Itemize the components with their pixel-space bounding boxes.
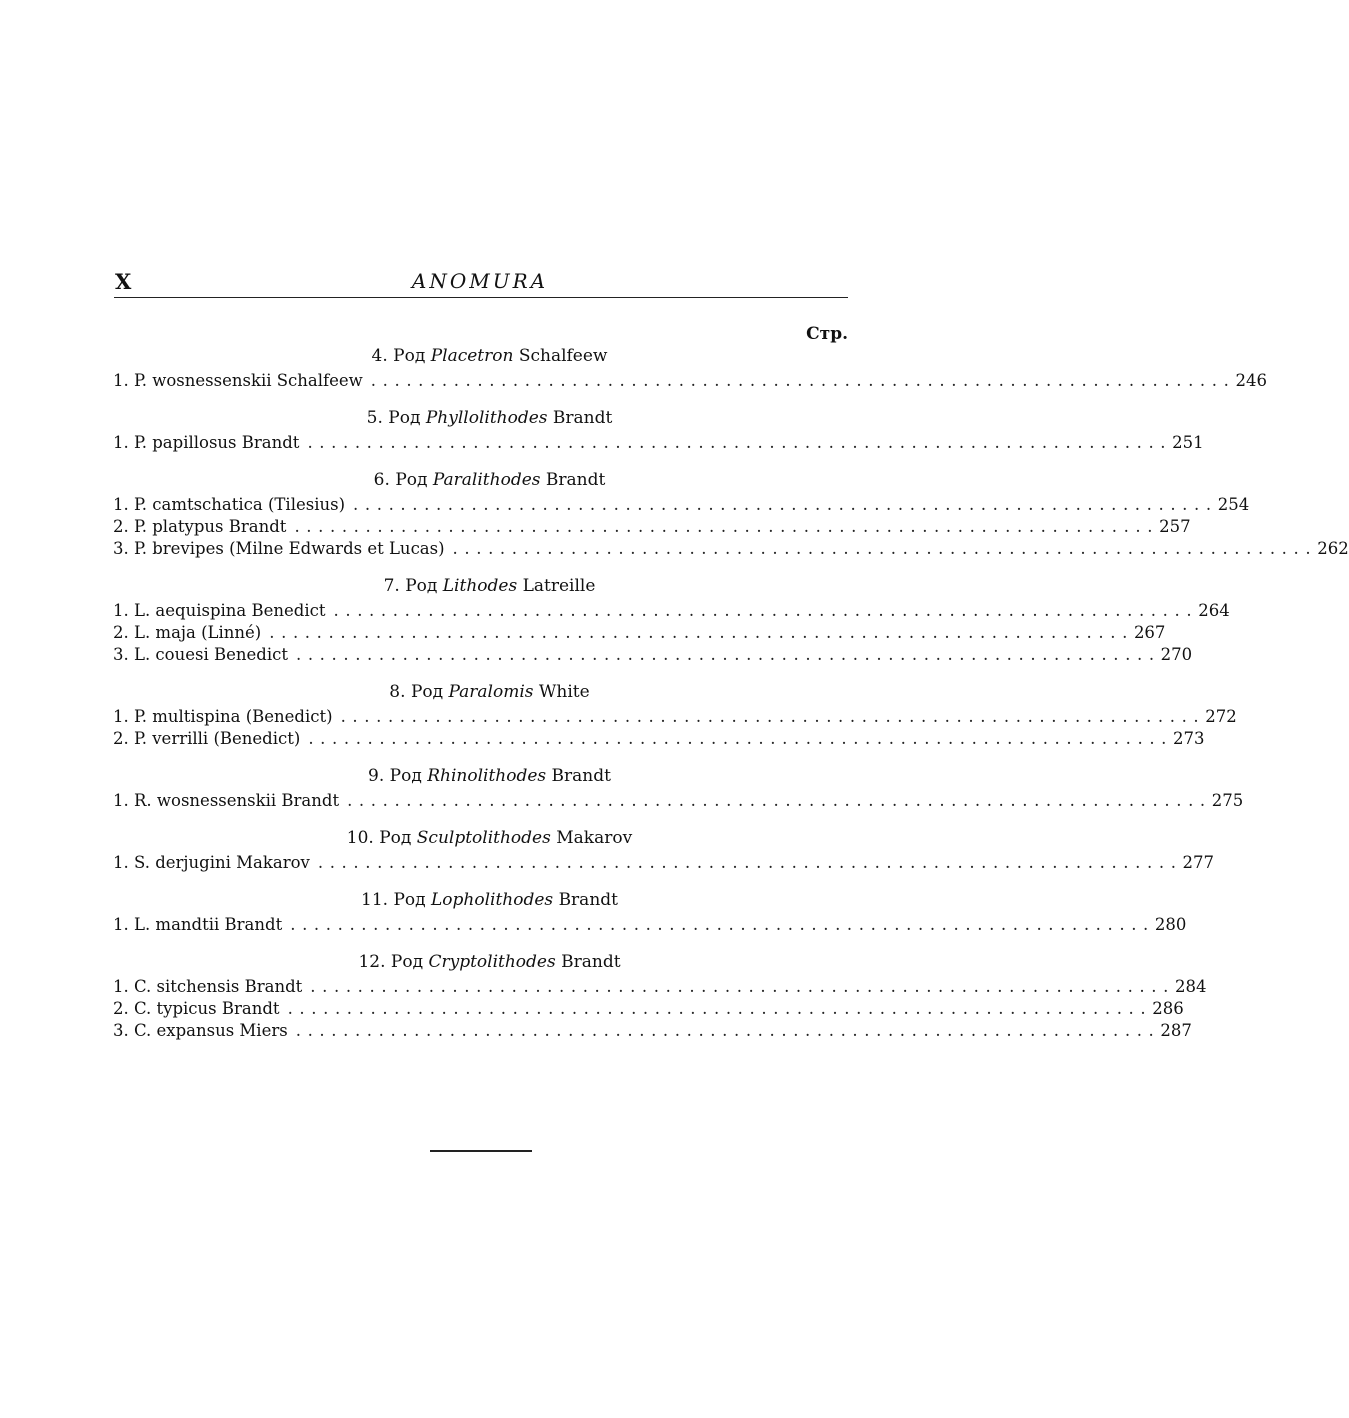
section-number: 9.: [368, 766, 385, 786]
section-title: [113, 406, 848, 431]
toc-entry: [113, 538, 1349, 560]
species-name: 1. P. multispina (Benedict): [113, 707, 333, 726]
dot-leader: .........................................................................: [295, 645, 1161, 664]
section-number: 7.: [383, 576, 400, 596]
dot-leader: .........................................................................: [347, 791, 1212, 810]
page-ref: 251: [1172, 433, 1204, 452]
section-number: 8.: [389, 682, 406, 702]
toc-entry: [113, 852, 1215, 874]
species-name: 1. P. papillosus Brandt: [113, 433, 300, 452]
section-rank: Род: [405, 576, 438, 596]
section-number: 12.: [358, 952, 386, 972]
species-name: 2. P. platypus Brandt: [113, 517, 287, 536]
section-author: Brandt: [561, 952, 621, 972]
page-header: [112, 266, 848, 300]
section-number: 11.: [361, 890, 389, 910]
dot-leader: .........................................................................: [333, 601, 1199, 620]
dot-leader: .........................................................................: [287, 999, 1153, 1018]
page-ref: 280: [1154, 915, 1187, 934]
page-ref: 275: [1211, 791, 1244, 810]
section-rank: Род: [389, 766, 422, 786]
species-name: 3. P. brevipes (Milne Edwards et Lucas): [113, 539, 445, 558]
section-number: 5.: [366, 408, 383, 428]
toc-entry: [113, 790, 1244, 812]
species-name: 3. C. expansus Miers: [113, 1021, 288, 1040]
page-ref: 257: [1159, 517, 1191, 536]
section-title: [113, 344, 848, 369]
toc-section: [113, 826, 1215, 874]
species-name: 1. P. camtschatica (Tilesius): [113, 495, 346, 514]
section-author: Brandt: [545, 470, 606, 490]
section-genus: Lithodes: [442, 576, 518, 596]
section-title: [113, 888, 848, 913]
dot-leader: .........................................................................: [295, 1021, 1161, 1040]
page-ref: 273: [1173, 729, 1205, 748]
toc-entry: [113, 728, 1205, 750]
page-number: X: [115, 269, 133, 294]
dot-leader: .........................................................................: [294, 517, 1160, 536]
page-ref: 272: [1205, 707, 1237, 726]
species-name: 2. L. maja (Linné): [113, 623, 262, 642]
dot-leader: .........................................................................: [269, 623, 1134, 642]
toc-entry: [113, 370, 1267, 392]
section-author: Makarov: [556, 828, 633, 848]
section-genus: Cryptolithodes: [428, 952, 556, 972]
page-ref: 267: [1133, 623, 1166, 642]
section-author: Brandt: [558, 890, 618, 910]
dot-leader: .........................................................................: [307, 433, 1173, 452]
page-column-header: Стр.: [806, 324, 848, 344]
page-ref: 286: [1152, 999, 1184, 1018]
toc-entry: [113, 976, 1207, 998]
species-name: 1. R. wosnessenskii Brandt: [113, 791, 340, 810]
section-rank: Род: [410, 682, 444, 702]
section-rank: Род: [388, 408, 421, 428]
section-rank: Род: [393, 346, 426, 366]
section-number: 4.: [371, 346, 388, 366]
section-title: [113, 574, 848, 599]
dot-leader: .........................................................................: [340, 707, 1206, 726]
section-rank: Род: [379, 828, 412, 848]
dot-leader: .........................................................................: [290, 915, 1155, 934]
toc-entry: [113, 432, 1204, 454]
species-name: 2. C. typicus Brandt: [113, 999, 280, 1018]
page-ref: 262: [1317, 539, 1349, 558]
page-ref: 270: [1160, 645, 1193, 664]
dot-leader: .........................................................................: [310, 977, 1175, 996]
toc-entry: [113, 622, 1166, 644]
toc-section: [113, 888, 1187, 936]
toc-entry: [113, 706, 1237, 728]
toc-section: [113, 344, 1267, 392]
section-number: 6.: [373, 470, 390, 490]
section-genus: Rhinolithodes: [427, 766, 547, 786]
toc-entry: [113, 914, 1187, 936]
species-name: 1. S. derjugini Makarov: [113, 853, 310, 872]
section-rank: Род: [395, 470, 428, 490]
section-title: [113, 468, 848, 493]
toc-entry: [113, 1020, 1192, 1042]
species-name: 1. P. wosnessenskii Schalfeew: [113, 371, 363, 390]
dot-leader: .........................................................................: [317, 853, 1183, 872]
section-genus: Lopholithodes: [431, 890, 554, 910]
section-author: Latreille: [522, 576, 596, 596]
section-rank: Род: [393, 890, 426, 910]
toc-section: [113, 764, 1244, 812]
section-rank: Род: [390, 952, 424, 972]
page-ref: 284: [1174, 977, 1207, 996]
section-genus: Placetron: [430, 346, 514, 366]
section-number: 10.: [346, 828, 374, 848]
section-title: [113, 950, 848, 975]
end-rule: [430, 1150, 532, 1152]
section-author: White: [538, 682, 590, 702]
section-author: Brandt: [551, 766, 611, 786]
toc-entry: [113, 516, 1191, 538]
toc-entry: [113, 998, 1184, 1020]
species-name: 3. L. couesi Benedict: [113, 645, 288, 664]
page-ref: 264: [1198, 601, 1230, 620]
section-title: [113, 764, 848, 789]
section-title: [113, 680, 848, 705]
species-name: 1. L. mandtii Brandt: [113, 915, 283, 934]
species-name: 1. L. aequispina Benedict: [113, 601, 326, 620]
section-genus: Phyllolithodes: [425, 408, 548, 428]
page-ref: 246: [1235, 371, 1267, 390]
toc-entry: [113, 494, 1250, 516]
dot-leader: .........................................................................: [370, 371, 1236, 390]
section-genus: Paralithodes: [432, 470, 541, 490]
toc-section: [113, 950, 1207, 1042]
dot-leader: .........................................................................: [353, 495, 1218, 514]
toc-entry: [113, 600, 1230, 622]
dot-leader: .........................................................................: [308, 729, 1174, 748]
toc-section: [113, 680, 1237, 750]
species-name: 2. P. verrilli (Benedict): [113, 729, 301, 748]
toc-section: [113, 574, 1230, 666]
toc-section: [113, 468, 1349, 560]
section-genus: Sculptolithodes: [416, 828, 551, 848]
toc-entry: [113, 644, 1193, 666]
toc-section: [113, 406, 1204, 454]
section-author: Brandt: [552, 408, 613, 428]
running-title: ANOMURA: [411, 269, 549, 293]
page-ref: 287: [1160, 1021, 1192, 1040]
page-ref: 277: [1182, 853, 1215, 872]
header-rule: [114, 297, 848, 298]
section-author: Schalfeew: [518, 346, 608, 366]
table-of-contents: [113, 344, 1349, 1056]
section-genus: Paralomis: [448, 682, 534, 702]
page-ref: 254: [1217, 495, 1250, 514]
section-title: [113, 826, 848, 851]
dot-leader: .........................................................................: [452, 539, 1318, 558]
species-name: 1. C. sitchensis Brandt: [113, 977, 303, 996]
